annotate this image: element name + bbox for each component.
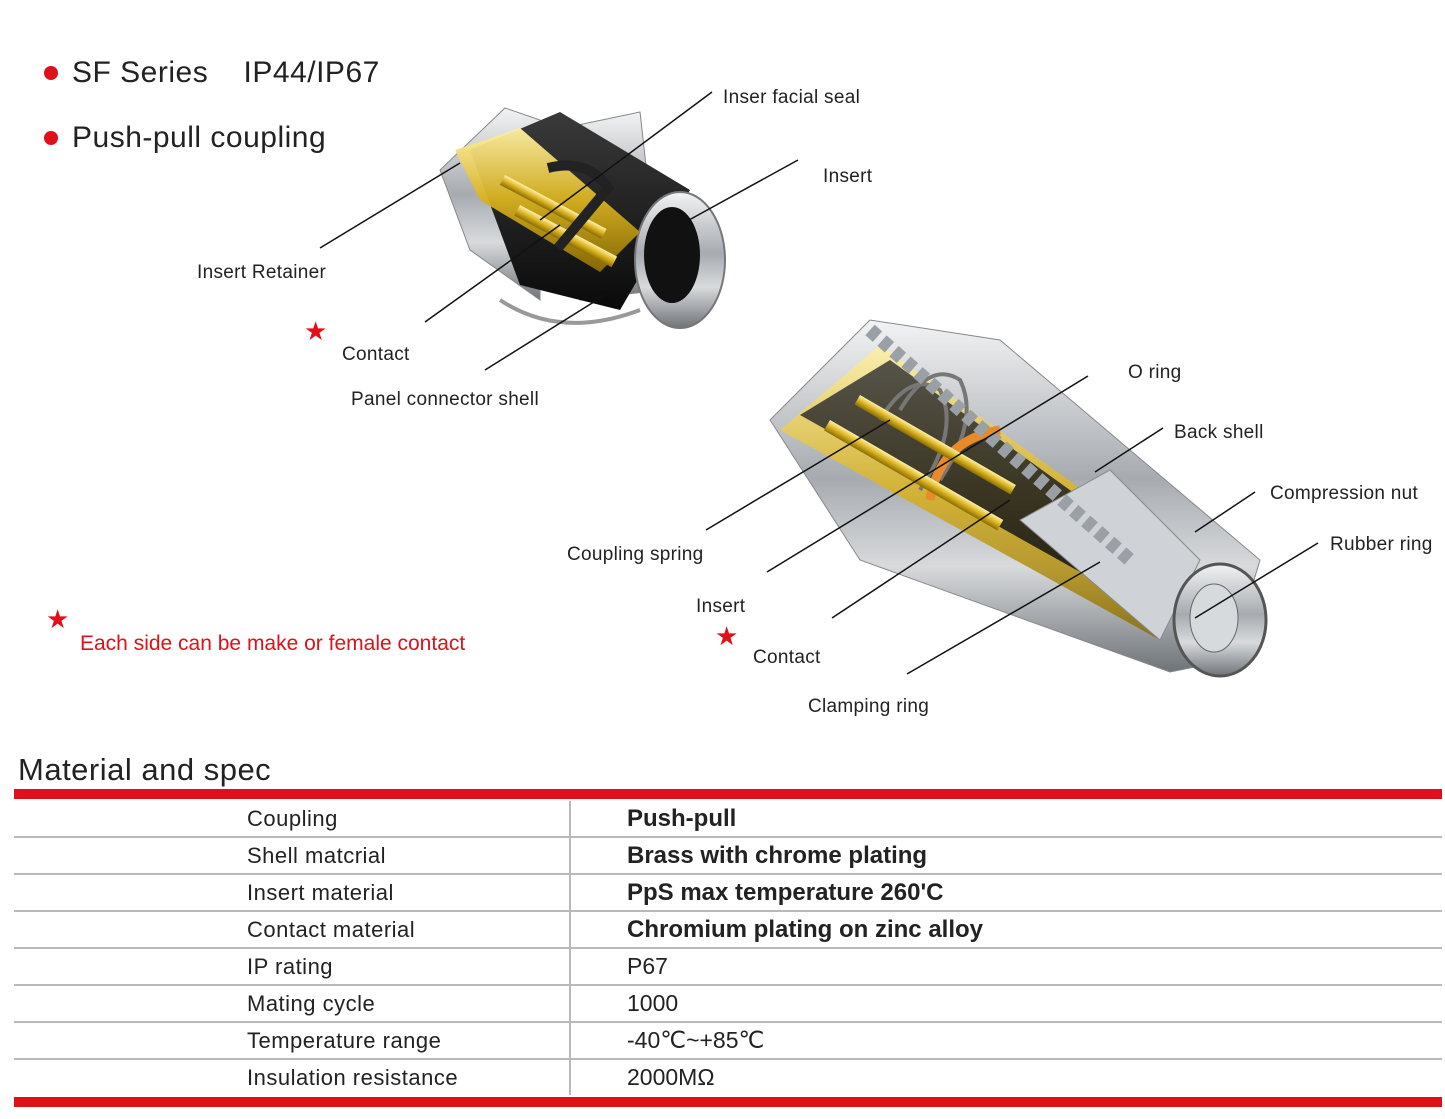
spec-key: Shell matcrial — [14, 837, 570, 874]
spec-section-title: Material and spec — [18, 752, 272, 787]
spec-key: Coupling — [14, 801, 570, 837]
table-row — [14, 874, 1442, 911]
star-icon: ★ — [715, 621, 739, 651]
spec-key: Insulation resistance — [14, 1059, 570, 1095]
label-o-ring: O ring — [1128, 362, 1182, 383]
spec-value: 1000 — [570, 985, 1442, 1022]
label-insert-panel: Insert — [823, 166, 873, 187]
label-panel-connector-shell: Panel connector shell — [351, 389, 539, 410]
plug-connector-drawing — [770, 320, 1266, 676]
spec-value: Chromium plating on zinc alloy — [570, 911, 1442, 948]
top-red-divider — [14, 789, 1442, 799]
spec-key: Mating cycle — [14, 985, 570, 1022]
table-row — [14, 1059, 1442, 1095]
label-rubber-ring: Rubber ring — [1330, 534, 1433, 555]
spec-table — [14, 801, 1442, 1095]
label-clamping-ring: Clamping ring — [808, 696, 930, 717]
spec-value: 2000MΩ — [627, 1064, 715, 1090]
table-row — [14, 801, 1442, 837]
spec-value: PpS max temperature 260'C — [570, 874, 1442, 911]
label-contact-plug: Contact — [753, 647, 821, 668]
label-compression-nut: Compression nut — [1270, 483, 1419, 504]
series-title: SF Series IP44/IP67 — [72, 56, 380, 89]
star-icon: ★ — [304, 316, 328, 346]
label-back-shell: Back shell — [1174, 422, 1264, 443]
spec-key: IP rating — [14, 948, 570, 985]
table-row — [14, 948, 1442, 985]
star-icon: ★ — [46, 604, 70, 634]
spec-key: Contact material — [14, 911, 570, 948]
bottom-red-divider — [14, 1097, 1442, 1107]
spec-key: Temperature range — [14, 1022, 570, 1059]
panel-connector-drawing — [440, 108, 725, 328]
label-insert-plug: Insert — [696, 596, 746, 617]
spec-value: -40℃~+85℃ — [570, 1022, 1442, 1059]
label-insert-retainer: Insert Retainer — [197, 262, 327, 283]
label-contact-panel: Contact — [342, 344, 410, 365]
table-row — [14, 1022, 1442, 1059]
spec-value: Brass with chrome plating — [570, 837, 1442, 874]
label-coupling-spring: Coupling spring — [567, 544, 704, 565]
coupling-title: Push-pull coupling — [72, 121, 327, 154]
label-insert-facial-seal: Inser facial seal — [723, 87, 861, 108]
spec-value: P67 — [570, 948, 1442, 985]
contact-gender-note: Each side can be make or female contact — [80, 632, 466, 655]
spec-value: Push-pull — [570, 801, 1442, 837]
spec-key: Insert material — [14, 874, 570, 911]
table-row — [14, 837, 1442, 874]
table-row — [14, 985, 1442, 1022]
table-row — [14, 911, 1442, 948]
